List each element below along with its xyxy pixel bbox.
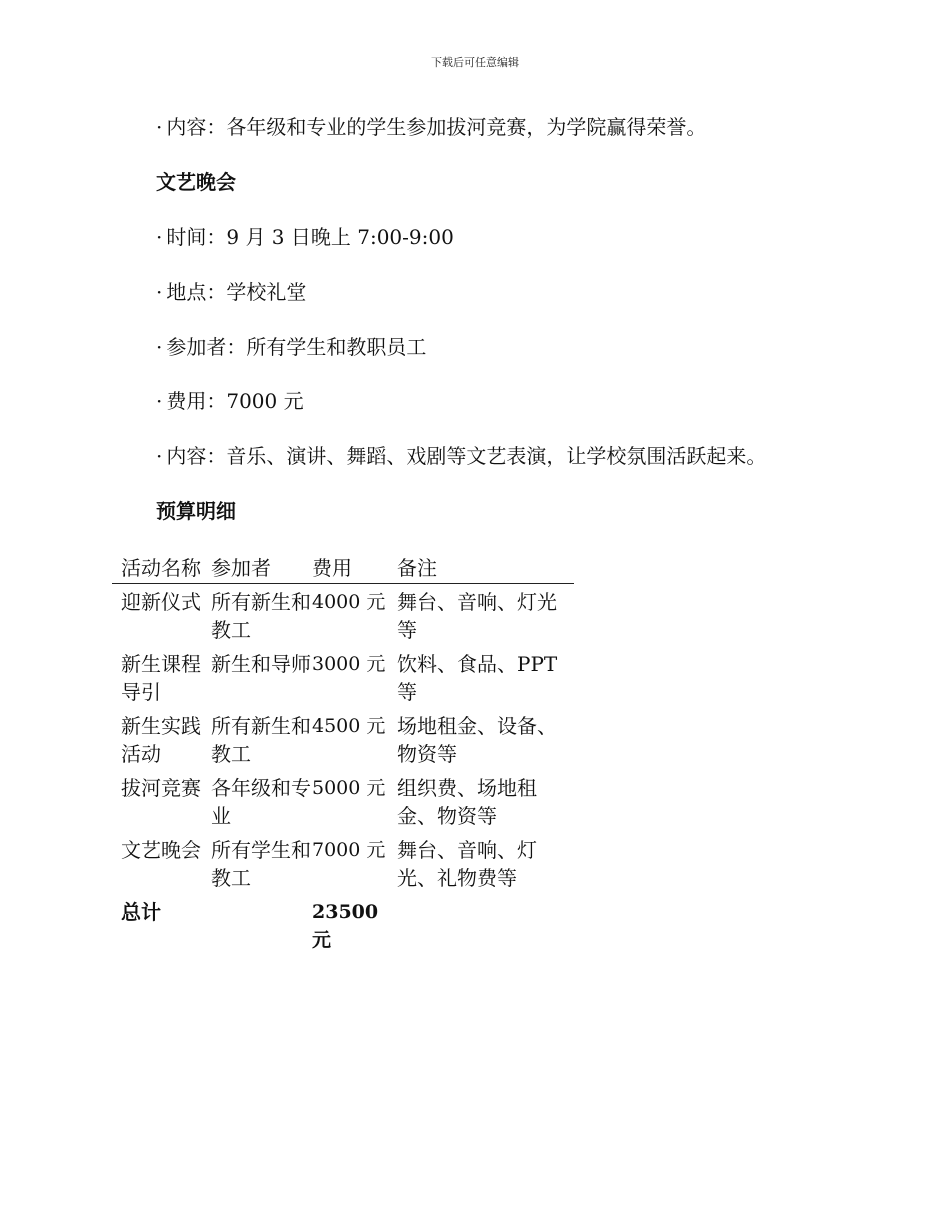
- cell-activity: 拔河竞赛: [121, 776, 201, 800]
- cell-cost: 3000 元: [312, 653, 386, 675]
- col-header-notes: 备注: [397, 554, 574, 584]
- cell-cost: 5000 元: [312, 777, 386, 799]
- col-header-activity: 活动名称: [112, 554, 211, 584]
- budget-table: [112, 554, 574, 960]
- table-row: [112, 712, 574, 774]
- cell-participants: 所有新生和教工: [211, 590, 311, 642]
- bullet: ·: [156, 280, 163, 304]
- bullet: ·: [156, 115, 163, 139]
- cell-cost: 4500 元: [312, 715, 386, 737]
- cell-notes: 场地租金、设备、物资等: [397, 714, 557, 766]
- cell-participants: 所有新生和教工: [211, 714, 311, 766]
- cell-cost: 4000 元: [312, 591, 386, 613]
- gala-participants-line: [156, 333, 426, 361]
- gala-content-text: 内容：音乐、演讲、舞蹈、戏剧等文艺表演，让学校氛围活跃起来。: [166, 444, 767, 468]
- cell-notes: 舞台、音响、灯光等: [397, 590, 557, 642]
- gala-cost-line: [156, 387, 304, 415]
- gala-place-text: 地点：学校礼堂: [166, 280, 307, 304]
- col-header-cost: 费用: [312, 554, 397, 584]
- bullet: ·: [156, 225, 163, 249]
- cell-activity: 文艺晚会: [121, 838, 201, 862]
- cell-cost: 7000 元: [312, 839, 386, 861]
- table-row: [112, 774, 574, 836]
- cell-notes: 舞台、音响、灯光、礼物费等: [397, 838, 537, 890]
- cell-participants: 新生和导师: [211, 652, 311, 676]
- cell-participants: 各年级和专业: [211, 776, 311, 828]
- bullet: ·: [156, 444, 163, 468]
- budget-heading: 预算明细: [156, 499, 236, 523]
- bullet: ·: [156, 335, 163, 359]
- gala-time-line: [156, 223, 454, 251]
- col-header-participants: 参加者: [211, 554, 312, 584]
- gala-place-line: [156, 278, 306, 306]
- gala-content-line: [156, 442, 766, 470]
- table-total-row: [112, 898, 574, 960]
- cell-activity: 新生课程导引: [121, 652, 201, 704]
- table-row: [112, 650, 574, 712]
- total-empty-cell: [211, 898, 312, 960]
- tug-content-text: 内容：各年级和专业的学生参加拔河竞赛，为学院赢得荣誉。: [166, 115, 707, 139]
- gala-participants-text: 参加者：所有学生和教职员工: [166, 335, 427, 359]
- cell-activity: 迎新仪式: [121, 590, 201, 614]
- gala-heading: 文艺晚会: [156, 170, 236, 194]
- total-value: [312, 898, 397, 960]
- total-label: 总计: [121, 900, 161, 924]
- cell-participants: 所有学生和教工: [211, 838, 311, 890]
- tug-content-line: [156, 113, 706, 141]
- gala-cost-text: 费用：7000 元: [166, 389, 304, 413]
- cell-notes: 组织费、场地租金、物资等: [397, 776, 537, 828]
- table-row: [112, 836, 574, 898]
- total-notes-empty: [397, 898, 574, 960]
- cell-notes: 饮料、食品、PPT 等: [397, 652, 558, 704]
- total-value-text: 23500 元: [312, 901, 379, 951]
- page-header-note: 下载后可任意编辑: [431, 56, 519, 69]
- gala-time-text: 时间：9 月 3 日晚上 7:00-9:00: [166, 225, 454, 249]
- cell-activity: 新生实践活动: [121, 714, 201, 766]
- table-header-row: [112, 554, 574, 584]
- bullet: ·: [156, 389, 163, 413]
- table-row: [112, 584, 574, 651]
